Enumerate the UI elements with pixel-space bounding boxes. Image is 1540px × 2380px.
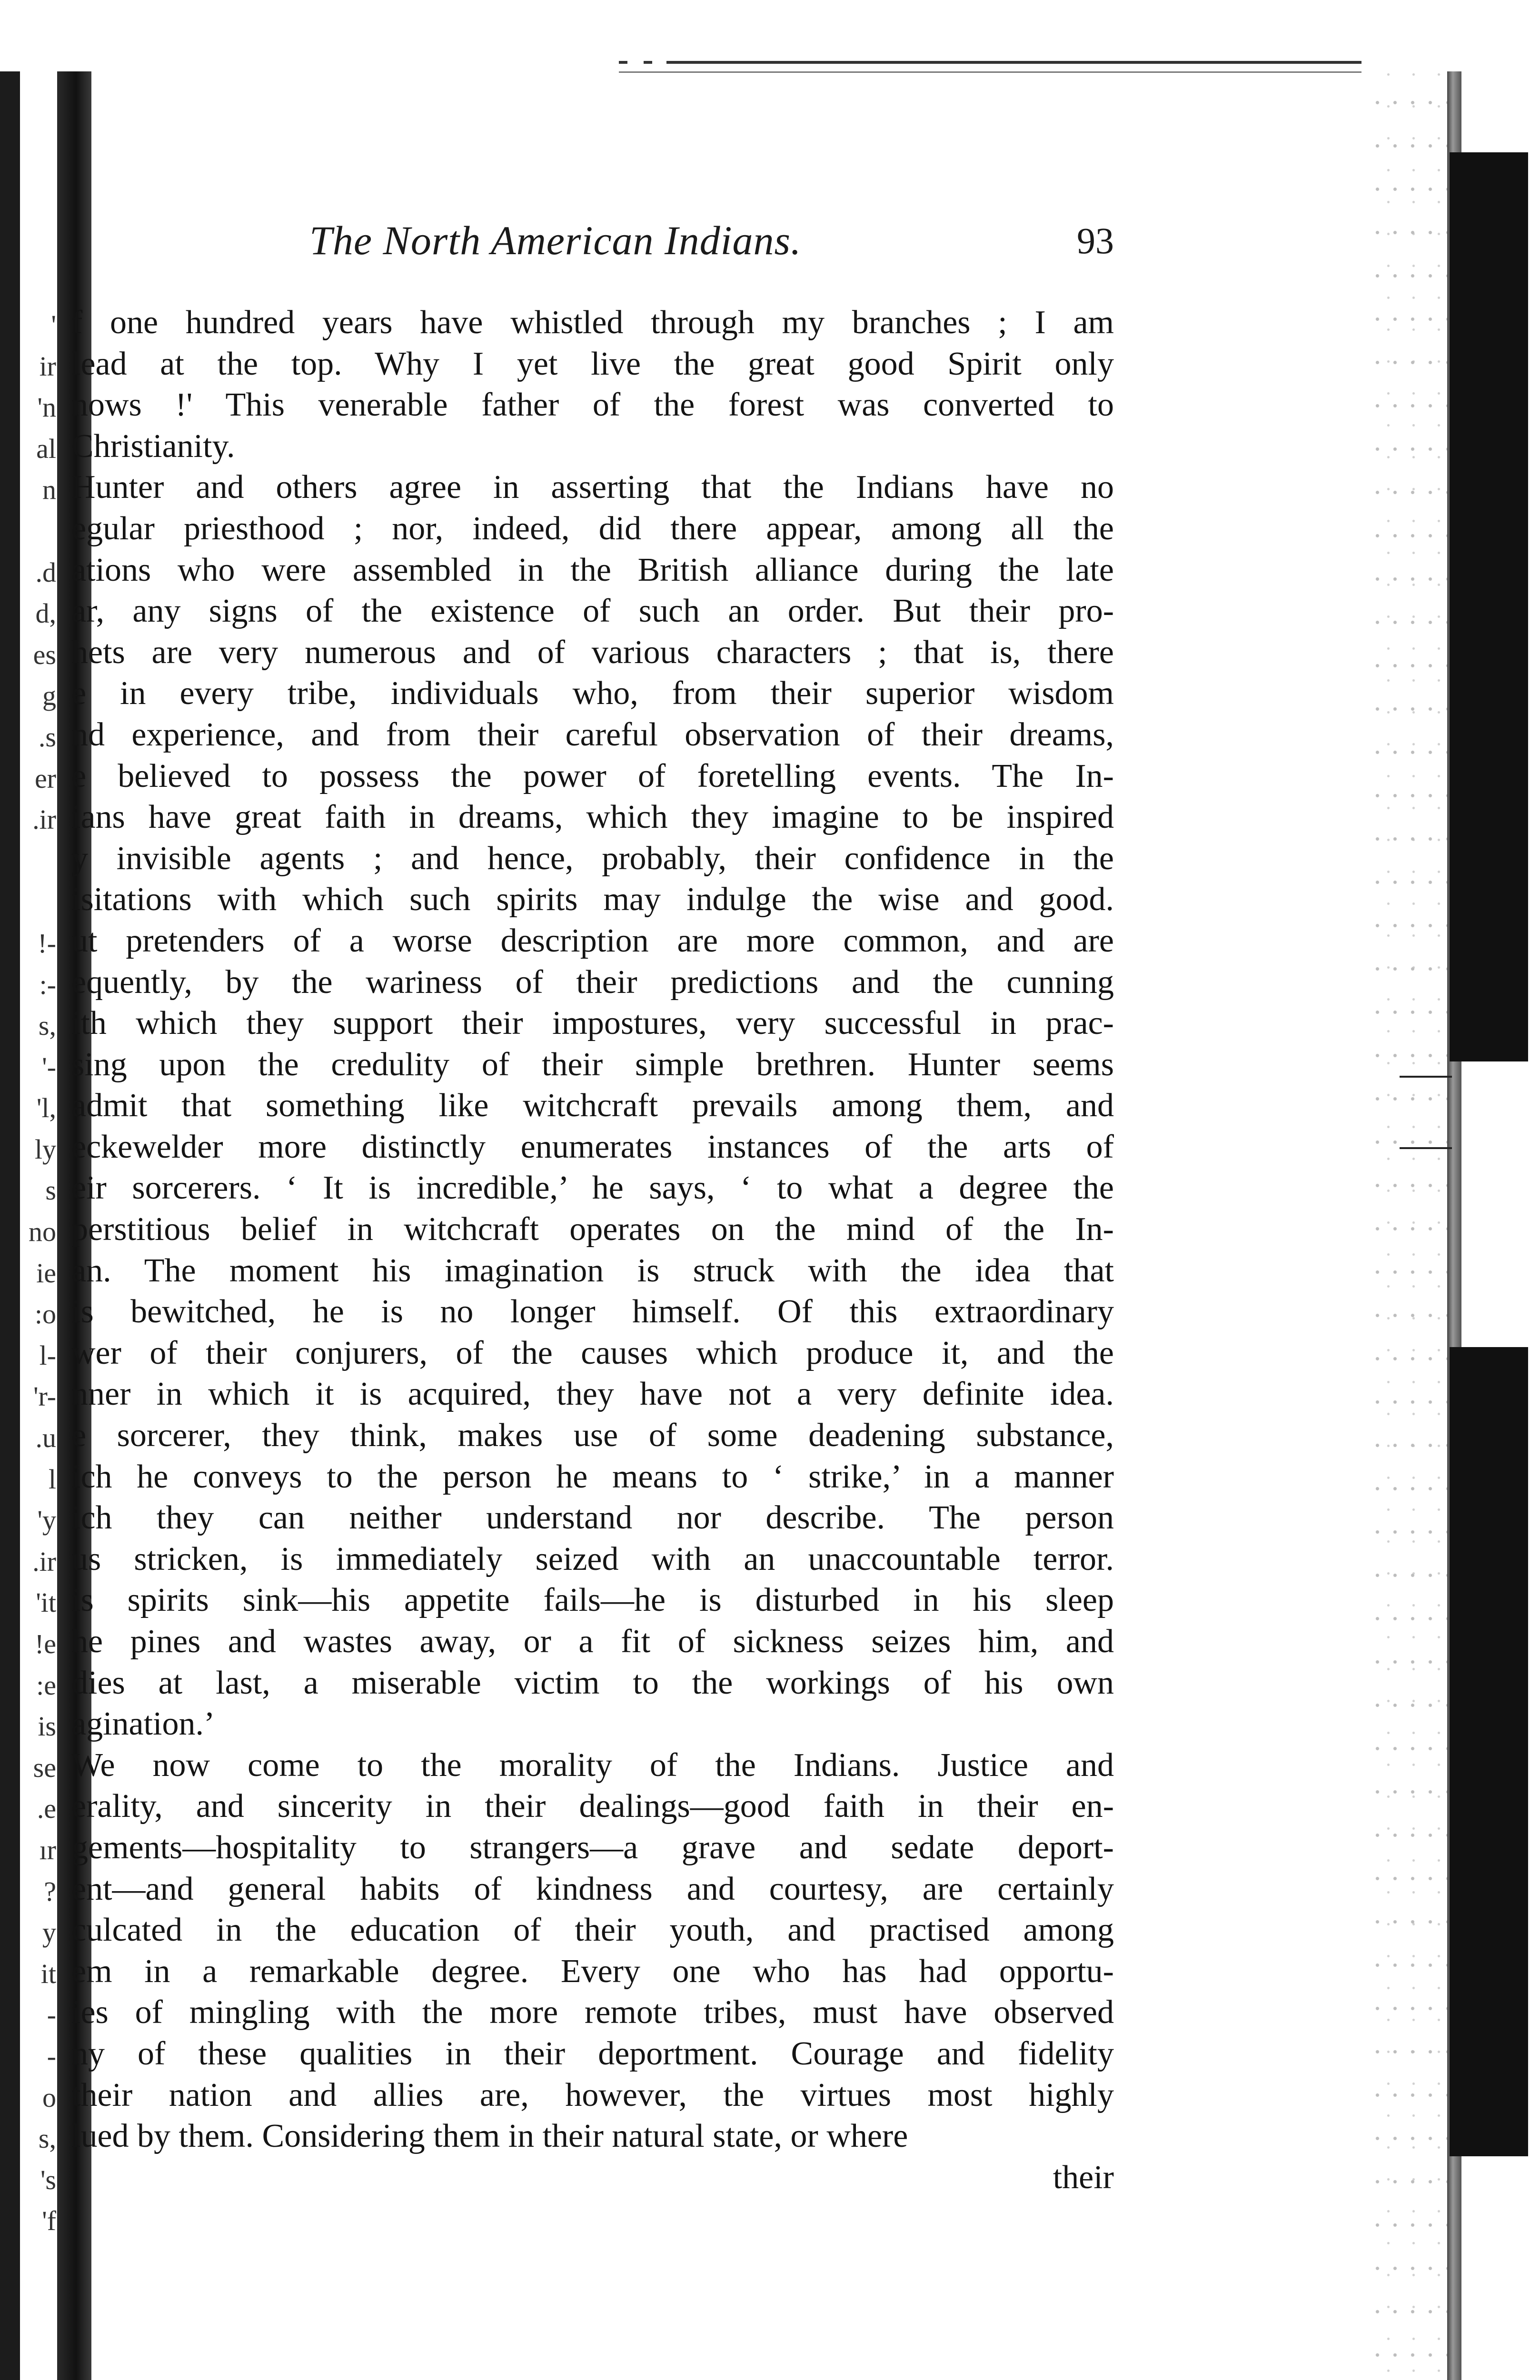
text-line: ny of these qualities in their deportment. Courage and fidelity — [71, 2035, 1114, 2072]
running-head — [71, 217, 1114, 269]
margin-fragment: l- — [39, 1339, 56, 1371]
text-line: e in every tribe, individuals who, from their superior wisdom — [71, 675, 1114, 712]
margin-fragment: n — [42, 474, 56, 506]
text-line: ies of mingling with the more remote tribes, must have observed — [71, 1994, 1114, 2031]
margin-fragment: er — [34, 763, 56, 794]
text-line: is spirits sink—his appetite fails—he is disturbed in his sleep — [71, 1582, 1114, 1619]
margin-fragment: no — [29, 1216, 56, 1248]
text-line: Christianity. — [71, 427, 235, 465]
margin-fragment: s, — [38, 1010, 56, 1041]
text-line: lead at the top. Why I yet live the great good Spirit only — [71, 345, 1114, 382]
margin-fragment: ie — [36, 1257, 56, 1289]
text-line: admit that something like witchcraft prevails among them, and — [71, 1087, 1114, 1124]
text-line: culcated in the education of their youth, and practised among — [71, 1912, 1114, 1949]
text-line: ar, any signs of the existence of such an order. But their pro- — [71, 593, 1114, 630]
scan-specks — [1366, 71, 1447, 2380]
text-line: em in a remarkable degree. Every one who has had opportu- — [71, 1953, 1114, 1990]
text-line: ations who were assembled in the British alliance during the late — [71, 551, 1114, 588]
margin-fragment: ır — [39, 1834, 56, 1865]
margin-fragment: ? — [44, 1875, 56, 1907]
text-line: isitations with which such spirits may indulge the wise and good. — [71, 881, 1114, 918]
text-line: nner in which it is acquired, they have not a very definite idea. — [71, 1376, 1114, 1413]
text-line: ich he conveys to the person he means to ‘ strike,’ in a manner — [71, 1458, 1114, 1495]
margin-fragment: !- — [38, 927, 56, 959]
margin-fragment: .s — [38, 721, 56, 753]
text-line: ent—and general habits of kindness and courtesy, are certainly — [71, 1870, 1114, 1907]
top-rule-shadow — [619, 71, 1361, 73]
margin-fragment: l — [48, 1463, 56, 1495]
margin-fragment: al — [36, 433, 56, 464]
text-line: perstitious belief in witchcraft operates on the mind of the In- — [71, 1211, 1114, 1248]
margin-fragment: - — [47, 1999, 56, 2031]
margin-fragment: :- — [39, 969, 56, 1000]
margin-fragment: .ir — [32, 1546, 56, 1577]
next-page-dark-block-bottom — [1450, 1347, 1528, 2156]
text-line: nows !' This venerable father of the forest was converted to — [71, 387, 1114, 424]
text-line: ians have great faith in dreams, which they imagine to be inspired — [71, 799, 1114, 836]
margin-fragment — [23, 882, 56, 923]
next-page-edge — [1366, 71, 1540, 2380]
margin-fragment: :o — [34, 1299, 56, 1330]
text-line: wer of their conjurers, of the causes which produce it, and the — [71, 1334, 1114, 1371]
margin-fragment: 'n — [37, 392, 56, 423]
next-page-rule-1 — [1400, 1076, 1452, 1078]
margin-fragment: .u — [35, 1422, 56, 1454]
margin-fragment: .e — [37, 1793, 56, 1825]
text-line: lued by them. Considering them in their natural state, or where — [71, 2118, 908, 2155]
margin-fragment — [23, 841, 56, 882]
margin-fragment: 'it — [36, 1587, 56, 1618]
text-line: egular priesthood ; nor, indeed, did there appear, among all the — [71, 510, 1114, 547]
text-line: y invisible agents ; and hence, probably, their confidence in the — [71, 840, 1114, 877]
text-line: ut pretenders of a worse description are more common, and are — [71, 922, 1114, 959]
margin-fragment: it — [40, 1958, 56, 1989]
text-line: ich they can neither understand nor describe. The person — [71, 1499, 1114, 1537]
margin-fragment: ir — [39, 350, 56, 382]
running-title: The North American Indians. — [309, 218, 802, 263]
page-number: 93 — [1077, 220, 1114, 261]
text-line: gements—hospitality to strangers—a grave and sedate deport- — [71, 1829, 1114, 1866]
text-line: eckewelder more distinctly enumerates instances of the arts of — [71, 1128, 1114, 1165]
text-line: equently, by the wariness of their predictions and the cunning — [71, 963, 1114, 1001]
text-line: an. The moment his imagination is struck with the idea that — [71, 1252, 1114, 1289]
margin-fragment: :e — [36, 1669, 56, 1701]
margin-fragment — [23, 511, 56, 552]
page-body-text — [71, 302, 1114, 2198]
margin-fragment: y — [42, 1917, 56, 1948]
gutter-shadow — [0, 71, 20, 2380]
text-line: dies at last, a miserable victim to the workings of his own — [71, 1664, 1114, 1701]
margin-fragment: g — [42, 680, 56, 712]
margin-fragment: o — [42, 2082, 56, 2113]
margin-fragment: 's — [40, 2164, 56, 2195]
margin-fragment: .d — [35, 556, 56, 588]
catchword: their — [1053, 2159, 1114, 2196]
previous-page-fragments — [23, 305, 56, 2242]
margin-fragment: is — [38, 1711, 56, 1742]
text-line: he pines and wastes away, or a fit of sickness seizes him, and — [71, 1623, 1114, 1660]
text-line: e sorcerer, they think, makes use of some deadening substance, — [71, 1417, 1114, 1454]
text-line: We now come to the morality of the Indians. Justice and — [71, 1746, 1114, 1784]
margin-fragment: - — [47, 2040, 56, 2072]
margin-fragment: s — [45, 1175, 56, 1206]
text-line: f one hundred years have whistled through my branches ; I am — [71, 304, 1114, 341]
margin-fragment: 'l, — [36, 1092, 56, 1124]
text-line: sing upon the credulity of their simple brethren. Hunter seems — [71, 1046, 1114, 1083]
margin-fragment: ' — [51, 309, 56, 340]
margin-fragment: 'r- — [33, 1381, 56, 1412]
next-page-rule-2 — [1400, 1147, 1452, 1149]
margin-fragment: d, — [35, 598, 56, 629]
text-line: hets are very numerous and of various characters ; that is, there — [71, 634, 1114, 671]
text-line: us stricken, is immediately seized with an unaccountable terror. — [71, 1540, 1114, 1577]
margin-fragment: ly — [34, 1133, 56, 1165]
text-line: eir sorcerers. ‘ It is incredible,’ he says, ‘ to what a degree the — [71, 1170, 1114, 1207]
margin-fragment: es — [33, 639, 56, 670]
top-rule — [619, 61, 1361, 64]
text-line: their nation and allies are, however, the virtues most highly — [71, 2076, 1114, 2113]
margin-fragment: se — [33, 1752, 56, 1783]
margin-fragment: .ir — [32, 804, 56, 835]
text-line: erality, and sincerity in their dealings—good faith in their en- — [71, 1788, 1114, 1825]
margin-fragment: !e — [34, 1628, 56, 1659]
text-line: Hunter and others agree in asserting that the Indians have no — [71, 469, 1114, 506]
next-page-dark-block-top — [1450, 152, 1528, 1061]
margin-fragment: 'f — [42, 2205, 56, 2237]
margin-fragment: 'y — [37, 1505, 56, 1536]
text-line: agination.’ — [71, 1706, 215, 1743]
margin-fragment: s, — [38, 2123, 56, 2154]
text-line: e believed to possess the power of foretelling events. The In- — [71, 757, 1114, 794]
text-line: is bewitched, he is no longer himself. Of this extraordinary — [71, 1293, 1114, 1330]
margin-fragment: '- — [42, 1051, 56, 1082]
text-line: nd experience, and from their careful observation of their dreams, — [71, 716, 1114, 753]
text-line: ith which they support their impostures, very successful in prac- — [71, 1005, 1114, 1042]
